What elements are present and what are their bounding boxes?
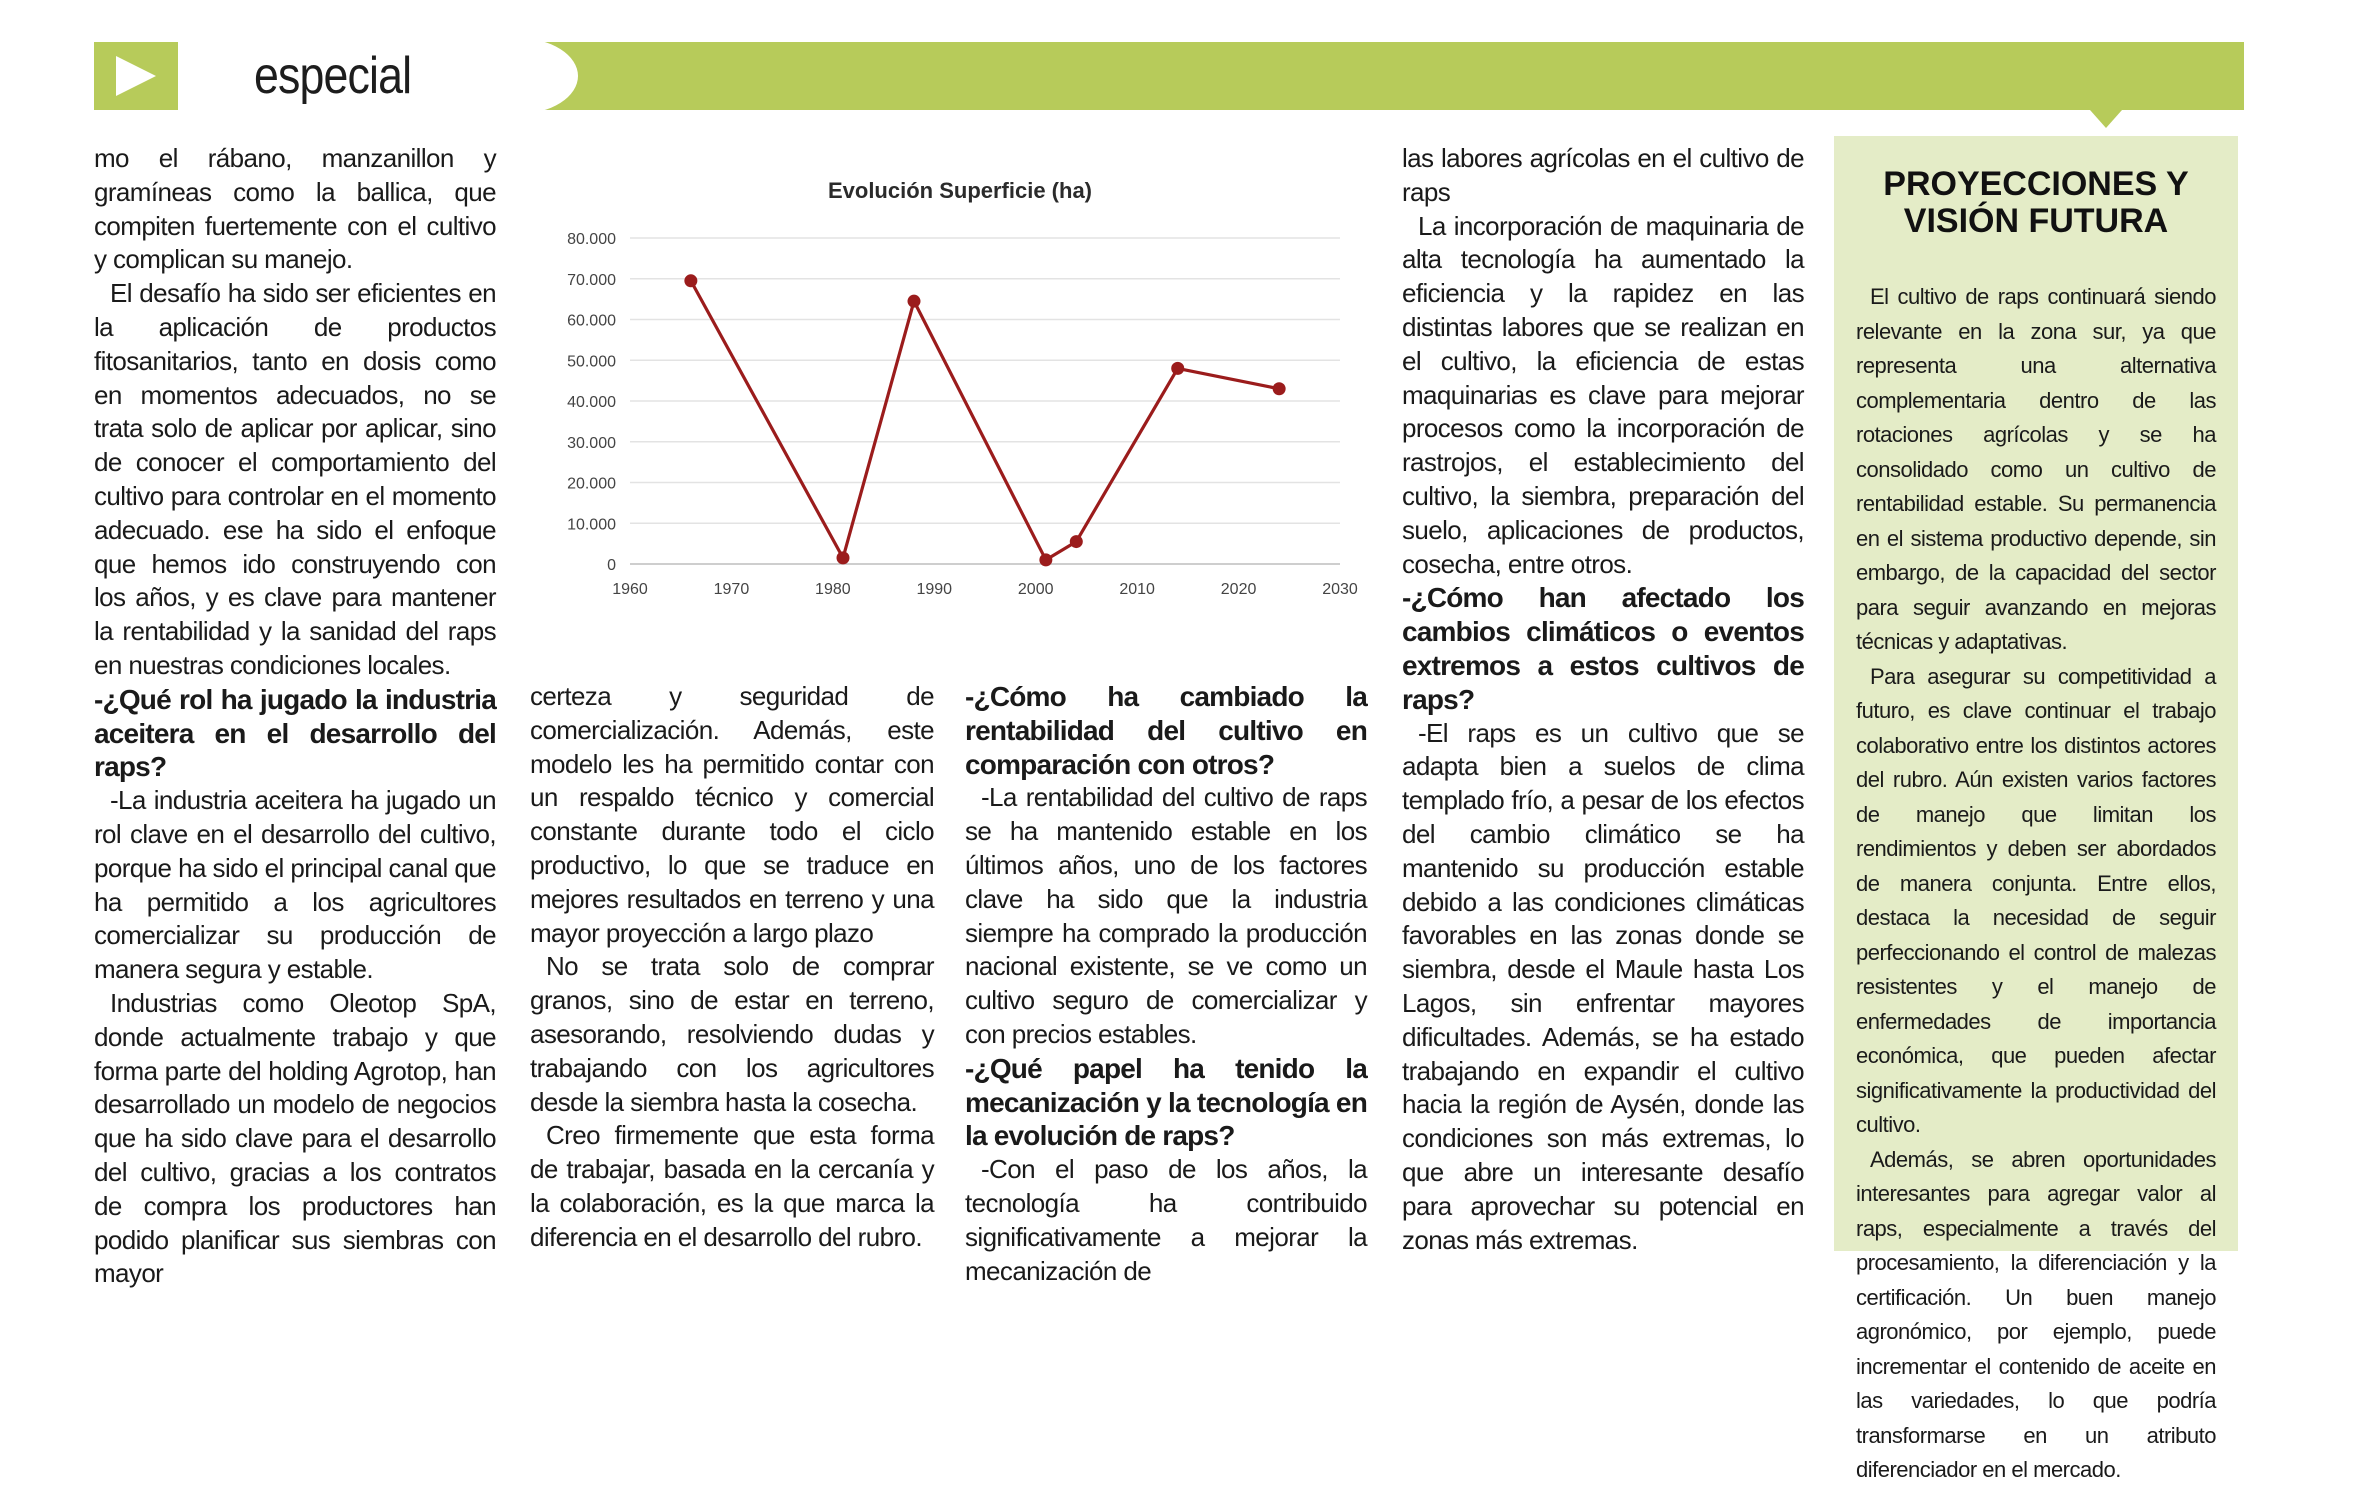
article-column-3 [965, 680, 1367, 1288]
paragraph: -El raps es un cultivo que se adapta bien a suelos de clima templado frío, a pesar de los efectos del cambio climático se ha mantenido su producción estable debido a las condiciones climáticas favorables en las zonas donde se siembra, desde el Maule hasta Los Lagos, sin enfrentar mayores dificultades. Además, se ha estado trabajando en expandir el cultivo hacia la región de Aysén, donde las condiciones son más extremas, lo que abre un interesante desafío para aprovechar su potencial en zonas más extremas. [1402, 717, 1804, 1255]
series-line [691, 281, 1279, 560]
sidebar-title [1856, 166, 2216, 240]
data-point [908, 295, 921, 308]
x-tick-label: 2020 [1220, 581, 1257, 598]
sidebar-paragraph: El cultivo de raps continuará siendo relevante en la zona sur, ya que representa una alternativa complementaria dentro de las rotaciones agrícolas y se ha consolidado como un cultivo de rentabilidad estable. Su permanencia en el sistema productivo depende, sin embargo, de la capacidad del sector para seguir avanzando en mejoras técnicas y adaptativas. [1856, 284, 2216, 654]
data-point [1039, 553, 1052, 566]
paragraph: las labores agrícolas en el cultivo de raps [1402, 143, 1804, 207]
surface-evolution-chart [540, 170, 1380, 620]
data-point [837, 551, 850, 564]
sidebar-body [1856, 280, 2216, 1488]
y-tick-label: 80.000 [567, 231, 616, 248]
interview-question: -¿Cómo han afectado los cambios climáticos o eventos extremos a estos cultivos de raps? [1402, 582, 1804, 715]
chart-title: Evolución Superficie (ha) [827, 178, 1093, 203]
interview-question: -¿Qué rol ha jugado la industria aceitera en el desarrollo del raps? [94, 683, 496, 783]
x-tick-label: 2000 [1017, 581, 1054, 598]
sidebar-paragraph: Para asegurar su competitividad a futuro, es clave continuar el trabajo colaborativo entre los distintos actores del rubro. Aún existen varios factores de manejo que limitan los rendimientos y deben ser abordados de manera conjunta. Entre ellos, destaca la necesidad de seguir perfeccionando el control de malezas resistentes y el manejo de enfermedades de importancia económica, que pueden afectar significativamente la productividad del cultivo. [1856, 663, 2216, 1137]
y-tick-label: 0 [607, 557, 616, 574]
paragraph: No se trata solo de comprar granos, sino de estar en terreno, asesorando, resolviendo dudas y trabajando con los agricultores desde la siembra hasta la cosecha. [530, 951, 934, 1117]
play-arrow-icon [116, 56, 156, 96]
interview-question: -¿Cómo ha cambiado la rentabilidad del cultivo en comparación con otros? [965, 681, 1367, 780]
paragraph: -La industria aceitera ha jugado un rol clave en el desarrollo del cultivo, porque ha sido el principal canal que ha permitido a los agricultores comercializar su producción de manera segura y estable. [94, 785, 496, 985]
paragraph: El desafío ha sido ser eficientes en la aplicación de productos fitosanitarios, tanto en dosis como en momentos adecuados, no se trata solo de aplicar por aplicar, sino de conocer el comportamiento del cultivo para controlar en el momento adecuado. ese ha sido el enfoque que hemos ido construyendo con los años, y es clave para mantener la rentabilidad y la sanidad del raps en nuestras condiciones locales. [94, 278, 496, 680]
paragraph: mo el rábano, manzanillon y gramíneas como la ballica, que compiten fuertemente con el cultivo y complican su manejo. [94, 143, 496, 275]
x-tick-label: 1960 [612, 581, 648, 598]
data-point [1273, 382, 1286, 395]
paragraph: Creo firmemente que esta forma de trabajar, basada en la cercanía y la colaboración, es la que marca la diferencia en el desarrollo del rubro. [530, 1120, 934, 1252]
data-point [684, 274, 697, 287]
x-tick-label: 2030 [1322, 581, 1358, 598]
data-point [1171, 362, 1184, 375]
x-tick-label: 2010 [1119, 581, 1155, 598]
article-column-4 [1402, 142, 1804, 1257]
x-tick-label: 1990 [916, 581, 953, 598]
paragraph: certeza y seguridad de comercialización. Además, este modelo les ha permitido contar con un respaldo técnico y comercial constante durante todo el ciclo productivo, lo que se traduce en mejores resultados en terreno y una mayor proyección a largo plazo [530, 681, 934, 948]
x-tick-label: 1970 [713, 581, 750, 598]
sidebar-paragraph: Además, se abren oportunidades interesantes para agregar valor al raps, especialmente a través del procesamiento, la diferenciación y la certificación. Un buen manejo agronómico, por ejemplo, puede incrementar el contenido de aceite en las variedades, lo que podría transformarse en un atributo diferenciador en el mercado. [1856, 1146, 2216, 1482]
paragraph: Industrias como Oleotop SpA, donde actualmente trabajo y que forma parte del holding Agrotop, han desarrollado un modelo de negocios que ha sido clave para el desarrollo del cultivo, gracias a los contratos de compra los productores han podido planificar sus siembras con mayor [94, 987, 496, 1289]
y-tick-label: 30.000 [567, 434, 616, 452]
section-title: especial [254, 47, 412, 105]
y-tick-label: 40.000 [567, 394, 616, 411]
y-tick-label: 10.000 [567, 516, 616, 534]
sidebar-box [1834, 136, 2238, 1482]
sidebar-title-line-1: PROYECCIONES Y [1883, 165, 2189, 203]
paragraph: -Con el paso de los años, la tecnología ha contribuido significativamente a mejorar la mecanización de [965, 1154, 1367, 1286]
section-header-band [94, 42, 2244, 110]
paragraph: La incorporación de maquinaria de alta tecnología ha aumentado la eficiencia y la rapidez en las distintas labores que se realizan en el cultivo, la eficiencia de estas maquinarias es clave para mejorar procesos como la incorporación de rastrojos, el establecimiento del cultivo, la siembra, preparación del suelo, aplicaciones de productos, cosecha, entre otros. [1402, 210, 1804, 579]
x-tick-label: 1980 [815, 581, 851, 598]
paragraph: -La rentabilidad del cultivo de raps se ha mantenido estable en los últimos años, uno de los factores clave ha sido que la industria siempre ha comprado la producción nacional existente, se ve como un cultivo seguro de comercializar y con precios estables. [965, 782, 1367, 1049]
interview-question: -¿Qué papel ha tenido la mecanización y la tecnología en la evolución de raps? [965, 1052, 1367, 1152]
band-pointer-icon [2090, 110, 2122, 128]
sidebar-title-line-2: VISIÓN FUTURA [1903, 202, 2169, 240]
article-column-2 [530, 680, 934, 1255]
y-tick-label: 20.000 [567, 475, 616, 493]
y-tick-label: 50.000 [567, 353, 616, 371]
data-point [1070, 535, 1083, 548]
article-column-1 [94, 142, 496, 1291]
chart-canvas [540, 170, 1380, 620]
y-tick-label: 60.000 [567, 312, 616, 330]
y-tick-label: 70.000 [567, 271, 616, 289]
